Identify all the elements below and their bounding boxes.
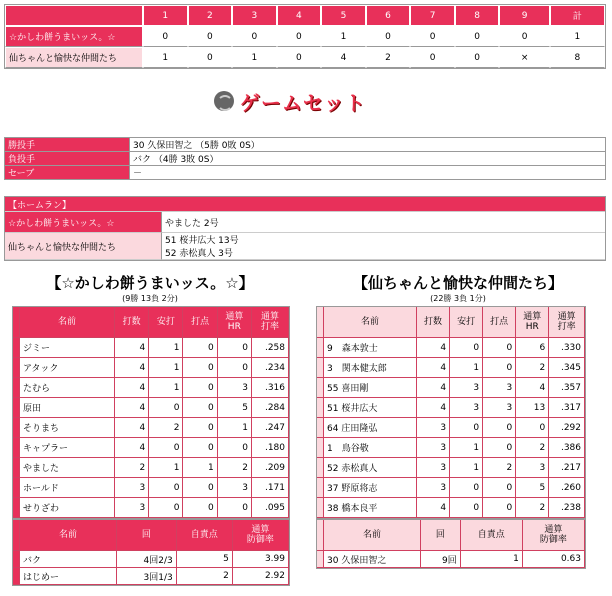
stat-cell: 3	[450, 398, 483, 418]
col-name: 名前	[324, 307, 417, 338]
pitcher-results	[4, 137, 606, 180]
stat-cell: 3	[218, 478, 252, 498]
player-name: 9 森本敦士	[324, 338, 417, 358]
stat-cell: 1	[450, 438, 483, 458]
stat-cell: 4	[516, 378, 549, 398]
batting-header	[317, 307, 585, 338]
result-label: 勝投手	[4, 137, 130, 152]
row-marker	[317, 338, 324, 358]
scoreboard	[4, 4, 606, 69]
stat-cell: 5	[218, 398, 252, 418]
homerun-row	[5, 212, 605, 233]
stat-cell: 1	[461, 551, 523, 568]
row-marker	[13, 551, 20, 568]
table-row	[13, 338, 289, 358]
result-value: －	[130, 166, 606, 180]
stat-cell: 5	[516, 478, 549, 498]
col-at-bats: 打数	[115, 307, 149, 338]
stat-cell: 0	[450, 338, 483, 358]
player-name: たむら	[20, 378, 115, 398]
stat-cell: 1	[149, 378, 183, 398]
table-row	[317, 338, 585, 358]
homerun-row	[5, 233, 605, 260]
inning-header-total: 計	[550, 5, 605, 26]
stat-cell: 4	[115, 378, 149, 398]
stat-cell: 0	[483, 338, 516, 358]
table-row	[13, 438, 289, 458]
score-cell: 0	[499, 26, 549, 47]
col-rbi: 打点	[183, 307, 217, 338]
row-marker	[13, 498, 20, 518]
score-cell: 0	[455, 47, 500, 68]
homerun-header	[5, 197, 605, 212]
table-row	[317, 458, 585, 478]
inning-header: 2	[188, 5, 233, 26]
stat-cell: 1	[149, 338, 183, 358]
row-marker	[317, 458, 324, 478]
score-cell: 0	[232, 26, 277, 47]
col-earned-runs: 自責点	[461, 520, 523, 551]
player-name: 1 鳥谷敬	[324, 438, 417, 458]
stat-cell: 2	[149, 418, 183, 438]
stat-cell: 0	[149, 398, 183, 418]
stat-cell: 4	[115, 358, 149, 378]
stat-cell: 3	[417, 478, 450, 498]
homerun-value	[161, 212, 605, 233]
stat-cell: 4	[417, 398, 450, 418]
stat-cell: .330	[549, 338, 585, 358]
pitching-table-home	[316, 519, 586, 569]
stat-cell: 1	[149, 358, 183, 378]
stat-cell: 3	[218, 378, 252, 398]
header-marker	[317, 520, 324, 551]
stat-cell: 3	[483, 378, 516, 398]
stat-cell: .180	[252, 438, 289, 458]
header-marker	[317, 307, 324, 338]
batting-table-home	[316, 306, 586, 519]
score-cell: 0	[143, 26, 188, 47]
table-row	[13, 358, 289, 378]
row-marker	[317, 438, 324, 458]
player-name: 52 赤松真人	[324, 458, 417, 478]
player-name: ジミー	[20, 338, 115, 358]
team-name: 仙ちゃんと愉快な仲間たち	[5, 47, 143, 68]
stat-cell: 2	[483, 458, 516, 478]
scoreboard-header	[5, 5, 605, 26]
inning-header: 1	[143, 5, 188, 26]
score-cell: ×	[499, 47, 549, 68]
stat-cell: 3	[417, 458, 450, 478]
stat-cell: 0	[218, 338, 252, 358]
stat-cell: 0	[483, 438, 516, 458]
player-name: 30 久保田智之	[324, 551, 421, 568]
homerun-team: 仙ちゃんと愉快な仲間たち	[5, 233, 161, 260]
row-marker	[13, 418, 20, 438]
col-at-bats: 打数	[417, 307, 450, 338]
stat-cell: 6	[516, 338, 549, 358]
homerun-table	[4, 196, 606, 261]
stat-cell: 3	[450, 378, 483, 398]
stat-cell: 0	[183, 438, 217, 458]
header-marker	[13, 307, 20, 338]
row-marker	[317, 378, 324, 398]
stat-cell: 0	[183, 398, 217, 418]
col-rbi: 打点	[483, 307, 516, 338]
stat-cell: 0	[183, 378, 217, 398]
stat-cell: 0	[183, 478, 217, 498]
game-set-banner	[214, 88, 366, 114]
player-name: 37 野原将志	[324, 478, 417, 498]
player-name: 51 桜井広大	[324, 398, 417, 418]
inning-header: 7	[410, 5, 455, 26]
homerun-line: 51 桜井広大 13号	[165, 236, 239, 246]
team-name: ☆かしわ餅うまいッス。☆	[5, 26, 143, 47]
col-innings: 回	[421, 520, 461, 551]
score-total: 8	[550, 47, 605, 68]
inning-header: 3	[232, 5, 277, 26]
player-name: 3 関本健太郎	[324, 358, 417, 378]
table-row	[13, 418, 289, 438]
player-name: 64 庄田隆弘	[324, 418, 417, 438]
result-row	[4, 152, 606, 166]
stat-cell: 2	[218, 458, 252, 478]
player-name: ホールド	[20, 478, 115, 498]
score-cell: 0	[366, 26, 411, 47]
table-row	[317, 498, 585, 518]
header-marker	[13, 520, 20, 551]
score-cell: 0	[277, 47, 322, 68]
stat-cell: 0	[218, 358, 252, 378]
stat-cell: .171	[252, 478, 289, 498]
stat-cell: .292	[549, 418, 585, 438]
row-marker	[317, 358, 324, 378]
player-name: キャプラー	[20, 438, 115, 458]
table-row	[13, 551, 289, 568]
stat-cell: 0	[483, 498, 516, 518]
pitching-rows	[317, 551, 585, 568]
stat-cell: 4	[115, 338, 149, 358]
stat-cell: 4	[417, 498, 450, 518]
table-row	[317, 398, 585, 418]
left-team-title: 【☆かしわ餅うまいッス。☆】	[46, 274, 254, 292]
stat-cell: 1	[450, 358, 483, 378]
homerun-line: 52 赤松真人 3号	[165, 249, 233, 259]
table-row	[13, 458, 289, 478]
inning-header: 9	[499, 5, 549, 26]
score-cell: 0	[188, 26, 233, 47]
row-marker	[13, 478, 20, 498]
stat-cell: 4	[115, 438, 149, 458]
stat-cell: 1	[218, 418, 252, 438]
row-marker	[13, 358, 20, 378]
stat-cell: .258	[252, 338, 289, 358]
table-row	[13, 478, 289, 498]
score-cell: 1	[143, 47, 188, 68]
stat-cell: 0.63	[523, 551, 585, 568]
player-name: せりざわ	[20, 498, 115, 518]
row-marker	[317, 398, 324, 418]
score-cell: 0	[455, 26, 500, 47]
col-innings: 回	[117, 520, 177, 551]
row-marker	[13, 398, 20, 418]
table-row	[13, 398, 289, 418]
row-marker	[317, 551, 324, 568]
table-row	[317, 358, 585, 378]
player-name: アタック	[20, 358, 115, 378]
result-label: セーブ	[4, 166, 130, 180]
col-earned-runs: 自責点	[177, 520, 233, 551]
stat-cell: 2.92	[233, 568, 289, 585]
col-name: 名前	[20, 307, 115, 338]
score-cell: 4	[321, 47, 366, 68]
stat-cell: 3回1/3	[117, 568, 177, 585]
stat-cell: 1	[149, 458, 183, 478]
stat-cell: 0	[183, 358, 217, 378]
table-row	[13, 498, 289, 518]
stat-cell: .238	[549, 498, 585, 518]
stat-cell: 2	[516, 438, 549, 458]
table-row	[317, 378, 585, 398]
result-row	[4, 137, 606, 152]
stat-cell: 4	[115, 418, 149, 438]
stat-cell: 4	[417, 378, 450, 398]
stat-cell: 4	[115, 398, 149, 418]
right-team-title: 【仙ちゃんと愉快な仲間たち】	[352, 274, 563, 292]
score-cell: 0	[410, 47, 455, 68]
col-name: 名前	[20, 520, 117, 551]
result-label: 負投手	[4, 152, 130, 166]
stat-cell: 1	[450, 458, 483, 478]
player-name: そりまち	[20, 418, 115, 438]
player-name: やました	[20, 458, 115, 478]
stat-cell: 0	[183, 418, 217, 438]
player-name: 55 喜田剛	[324, 378, 417, 398]
stat-cell: 5	[177, 551, 233, 568]
col-total-avg: 通算 打率	[549, 307, 585, 338]
table-row	[317, 418, 585, 438]
stat-cell: 3	[516, 458, 549, 478]
col-name: 名前	[324, 520, 421, 551]
stat-cell: 0	[149, 478, 183, 498]
col-total-era: 通算 防御率	[233, 520, 289, 551]
right-team-record: (22勝 3負 1分)	[430, 294, 486, 303]
player-name: 38 橋本良平	[324, 498, 417, 518]
score-cell: 0	[277, 26, 322, 47]
col-total-hr: 通算 HR	[218, 307, 252, 338]
player-name: 原田	[20, 398, 115, 418]
stat-cell: 4回2/3	[117, 551, 177, 568]
inning-header: 4	[277, 5, 322, 26]
stat-cell: .386	[549, 438, 585, 458]
score-cell: 1	[232, 47, 277, 68]
stat-cell: 0	[218, 438, 252, 458]
stat-cell: .247	[252, 418, 289, 438]
score-cell: 1	[321, 26, 366, 47]
pitching-header	[317, 520, 585, 551]
stat-cell: .284	[252, 398, 289, 418]
score-cell: 0	[188, 47, 233, 68]
batting-header	[13, 307, 289, 338]
batting-table-away	[12, 306, 290, 519]
stat-cell: .217	[549, 458, 585, 478]
stat-cell: .209	[252, 458, 289, 478]
stat-cell: 0	[183, 338, 217, 358]
result-value: 30 久保田智之 （5勝 0敗 0S）	[130, 137, 606, 152]
stat-cell: 0	[218, 498, 252, 518]
baseball-icon	[214, 91, 234, 111]
stat-cell: 0	[483, 418, 516, 438]
stat-cell: 1	[183, 458, 217, 478]
stat-cell: 3	[417, 418, 450, 438]
stat-cell: 9回	[421, 551, 461, 568]
col-hits: 安打	[450, 307, 483, 338]
col-hits: 安打	[149, 307, 183, 338]
left-team-record: (9勝 13負 2分)	[122, 294, 178, 303]
row-marker	[317, 478, 324, 498]
stat-cell: 0	[450, 478, 483, 498]
game-set-text: ゲームセット	[240, 90, 366, 115]
stat-cell: 0	[483, 358, 516, 378]
stat-cell: 0	[149, 438, 183, 458]
row-marker	[13, 458, 20, 478]
homerun-value	[161, 233, 605, 260]
inning-header: 5	[321, 5, 366, 26]
stat-cell: 0	[450, 498, 483, 518]
table-row	[13, 568, 289, 585]
score-cell: 2	[366, 47, 411, 68]
pitching-header	[13, 520, 289, 551]
stat-cell: 0	[483, 478, 516, 498]
inning-header: 8	[455, 5, 500, 26]
table-row	[317, 478, 585, 498]
stat-cell: 4	[417, 338, 450, 358]
stat-cell: .234	[252, 358, 289, 378]
stat-cell: 0	[450, 418, 483, 438]
stat-cell: 3	[483, 398, 516, 418]
homerun-title: 【ホームラン】	[5, 197, 605, 212]
stat-cell: .357	[549, 378, 585, 398]
row-marker	[13, 338, 20, 358]
pitching-table-away	[12, 519, 290, 586]
stat-cell: .095	[252, 498, 289, 518]
homerun-team: ☆かしわ餅うまいッス。☆	[5, 212, 161, 233]
stat-cell: .316	[252, 378, 289, 398]
row-marker	[13, 378, 20, 398]
stat-cell: 3	[115, 478, 149, 498]
stat-cell: 3	[417, 438, 450, 458]
table-row	[317, 551, 585, 568]
stat-cell: 2	[115, 458, 149, 478]
stat-cell: 0	[183, 498, 217, 518]
row-marker	[13, 568, 20, 585]
col-total-hr: 通算 HR	[516, 307, 549, 338]
homerun-line: やました 2号	[165, 218, 219, 229]
stat-cell: 0	[516, 418, 549, 438]
stat-cell: .345	[549, 358, 585, 378]
player-name: バク	[20, 551, 117, 568]
scoreboard-row-home	[5, 47, 605, 68]
scoreboard-corner	[5, 5, 143, 26]
batting-rows	[317, 338, 585, 518]
row-marker	[317, 498, 324, 518]
stat-cell: 0	[149, 498, 183, 518]
stat-cell: .260	[549, 478, 585, 498]
score-cell: 0	[410, 26, 455, 47]
row-marker	[317, 418, 324, 438]
stat-cell: 4	[417, 358, 450, 378]
stat-cell: 3	[115, 498, 149, 518]
batting-rows	[13, 338, 289, 518]
stat-cell: 13	[516, 398, 549, 418]
row-marker	[13, 438, 20, 458]
stat-cell: .317	[549, 398, 585, 418]
result-value: バク （4勝 3敗 0S）	[130, 152, 606, 166]
result-row	[4, 166, 606, 180]
pitching-rows	[13, 551, 289, 585]
scoreboard-row-away	[5, 26, 605, 47]
col-total-era: 通算 防御率	[523, 520, 585, 551]
stat-cell: 2	[516, 498, 549, 518]
table-row	[13, 378, 289, 398]
stat-cell: 3.99	[233, 551, 289, 568]
stat-cell: 2	[516, 358, 549, 378]
inning-header: 6	[366, 5, 411, 26]
score-total: 1	[550, 26, 605, 47]
stat-cell: 2	[177, 568, 233, 585]
player-name: はじめー	[20, 568, 117, 585]
table-row	[317, 438, 585, 458]
col-total-avg: 通算 打率	[252, 307, 289, 338]
